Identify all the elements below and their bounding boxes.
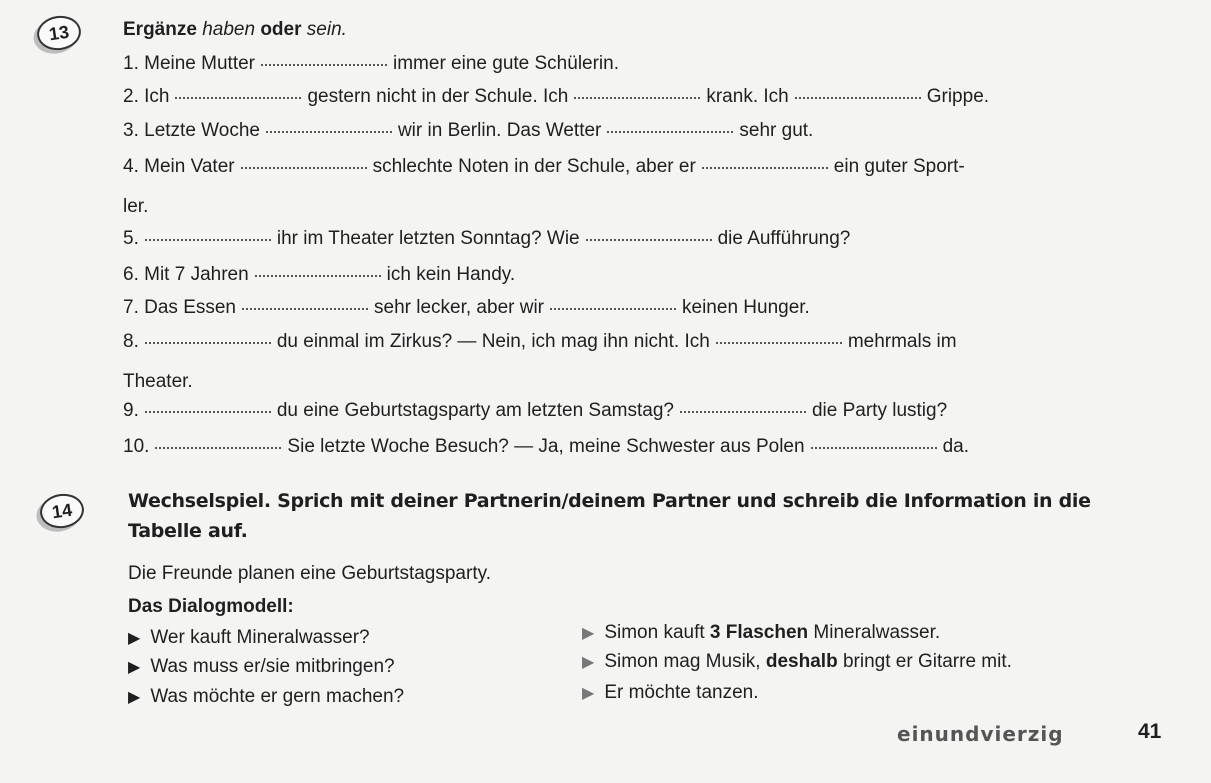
dialog-question-3 [128, 686, 404, 708]
fill-in-blank[interactable] [716, 341, 842, 344]
sentence-text: du einmal im Zirkus? — Nein, ich mag ihn nicht. Ich [276, 331, 710, 352]
sentence-text: gestern nicht in der Schule. Ich [307, 86, 569, 107]
answer-text: Er möchte tanzen. [604, 682, 759, 703]
instruction-word: oder [260, 19, 302, 40]
fill-in-blank[interactable] [811, 446, 937, 449]
dialog-answer-2 [582, 651, 1012, 673]
fill-in-blank[interactable] [175, 96, 301, 99]
page-number-word: einundvierzig [897, 722, 1064, 746]
play-arrow-icon: ▶ [128, 689, 141, 706]
sentence-text: keinen Hunger. [682, 297, 810, 318]
sentence-6 [123, 264, 515, 286]
instruction-word: haben [202, 19, 256, 40]
question-text: Was muss er/sie mitbringen? [150, 656, 395, 677]
sentence-text: 2. Ich [123, 86, 170, 107]
sentence-3 [123, 120, 813, 142]
dialog-model-heading: Das Dialogmodell: [128, 596, 294, 617]
page-number: 41 [1138, 720, 1162, 743]
fill-in-blank[interactable] [607, 130, 733, 133]
exercise-number-14: 14 [50, 499, 74, 522]
dialog-question-2 [128, 656, 395, 678]
fill-in-blank[interactable] [241, 166, 367, 169]
play-arrow-icon: ▶ [582, 685, 595, 702]
fill-in-blank[interactable] [145, 410, 271, 413]
sentence-8 [123, 331, 957, 353]
fill-in-blank[interactable] [795, 96, 921, 99]
play-arrow-icon: ▶ [128, 659, 141, 676]
sentence-text: die Aufführung? [717, 228, 851, 249]
sentence-2 [123, 86, 989, 108]
play-arrow-icon: ▶ [582, 625, 595, 642]
sentence-text: 1. Meine Mutter [123, 53, 255, 74]
answer-text-bold: 3 Flaschen [709, 622, 809, 643]
sentence-text: du eine Geburtstagsparty am letzten Samstag? [276, 400, 674, 421]
instruction-word: Ergänze [123, 19, 197, 40]
exercise-13-instruction [123, 19, 347, 41]
sentence-text: sehr lecker, aber wir [374, 297, 545, 318]
fill-in-blank[interactable] [261, 63, 387, 66]
fill-in-blank[interactable] [145, 238, 271, 241]
dialog-answer-1 [582, 622, 940, 644]
sentence-text: ihr im Theater letzten Sonntag? Wie [276, 228, 580, 249]
sentence-4-continued: ler. [123, 196, 149, 217]
fill-in-blank[interactable] [155, 446, 281, 449]
question-text: Wer kauft Mineralwasser? [150, 627, 370, 648]
sentence-text: Sie letzte Woche Besuch? — Ja, meine Schwester aus Polen [287, 436, 805, 457]
sentence-text: ein guter Sport- [833, 156, 965, 177]
exercise-14-instruction: Wechselspiel. Sprich mit deiner Partnerin/deinem Partner und schreib die Information in die Tabelle auf. [128, 490, 1091, 542]
fill-in-blank[interactable] [680, 410, 806, 413]
fill-in-blank[interactable] [550, 307, 676, 310]
sentence-text: 8. [123, 331, 139, 352]
answer-text: Mineralwasser. [813, 622, 941, 643]
exercise-number-13: 13 [47, 21, 71, 44]
sentence-text: da. [942, 436, 969, 457]
sentence-7 [123, 297, 810, 319]
dialog-answer-3 [582, 682, 759, 704]
fill-in-blank[interactable] [255, 274, 381, 277]
exercise-number-badge-13 [35, 13, 83, 53]
sentence-text: 5. [123, 228, 139, 249]
sentence-text: 6. Mit 7 Jahren [123, 264, 249, 285]
question-text: Was möchte er gern machen? [150, 686, 405, 707]
fill-in-blank[interactable] [242, 307, 368, 310]
play-arrow-icon: ▶ [128, 630, 141, 647]
sentence-text: wir in Berlin. Das Wetter [397, 120, 602, 141]
dialog-question-1 [128, 627, 370, 649]
sentence-5 [123, 228, 850, 250]
sentence-text: 9. [123, 400, 139, 421]
fill-in-blank[interactable] [145, 341, 271, 344]
sentence-1 [123, 53, 619, 75]
sentence-4 [123, 156, 965, 178]
fill-in-blank[interactable] [702, 166, 828, 169]
sentence-9 [123, 400, 947, 422]
sentence-text: 4. Mein Vater [123, 156, 235, 177]
exercise-number-badge-14 [38, 491, 86, 531]
sentence-text: Grippe. [926, 86, 990, 107]
sentence-text: 7. Das Essen [123, 297, 236, 318]
sentence-8-continued: Theater. [123, 371, 193, 392]
sentence-text: schlechte Noten in der Schule, aber er [372, 156, 696, 177]
sentence-text: die Party lustig? [811, 400, 948, 421]
sentence-text: krank. Ich [706, 86, 789, 107]
fill-in-blank[interactable] [574, 96, 700, 99]
sentence-10 [123, 436, 969, 458]
sentence-text: sehr gut. [739, 120, 814, 141]
play-arrow-icon: ▶ [582, 654, 595, 671]
answer-text: Simon mag Musik, [604, 651, 761, 672]
fill-in-blank[interactable] [586, 238, 712, 241]
sentence-text: 10. [123, 436, 150, 457]
sentence-text: mehrmals im [847, 331, 957, 352]
sentence-text: 3. Letzte Woche [123, 120, 260, 141]
sentence-text: ich kein Handy. [386, 264, 516, 285]
answer-text-bold: deshalb [765, 651, 838, 672]
answer-text: bringt er Gitarre mit. [842, 651, 1012, 672]
exercise-14-intro: Die Freunde planen eine Geburtstagsparty. [128, 563, 491, 584]
fill-in-blank[interactable] [266, 130, 392, 133]
answer-text: Simon kauft [604, 622, 705, 643]
instruction-word: sein. [306, 19, 347, 40]
sentence-text: immer eine gute Schülerin. [393, 53, 619, 74]
